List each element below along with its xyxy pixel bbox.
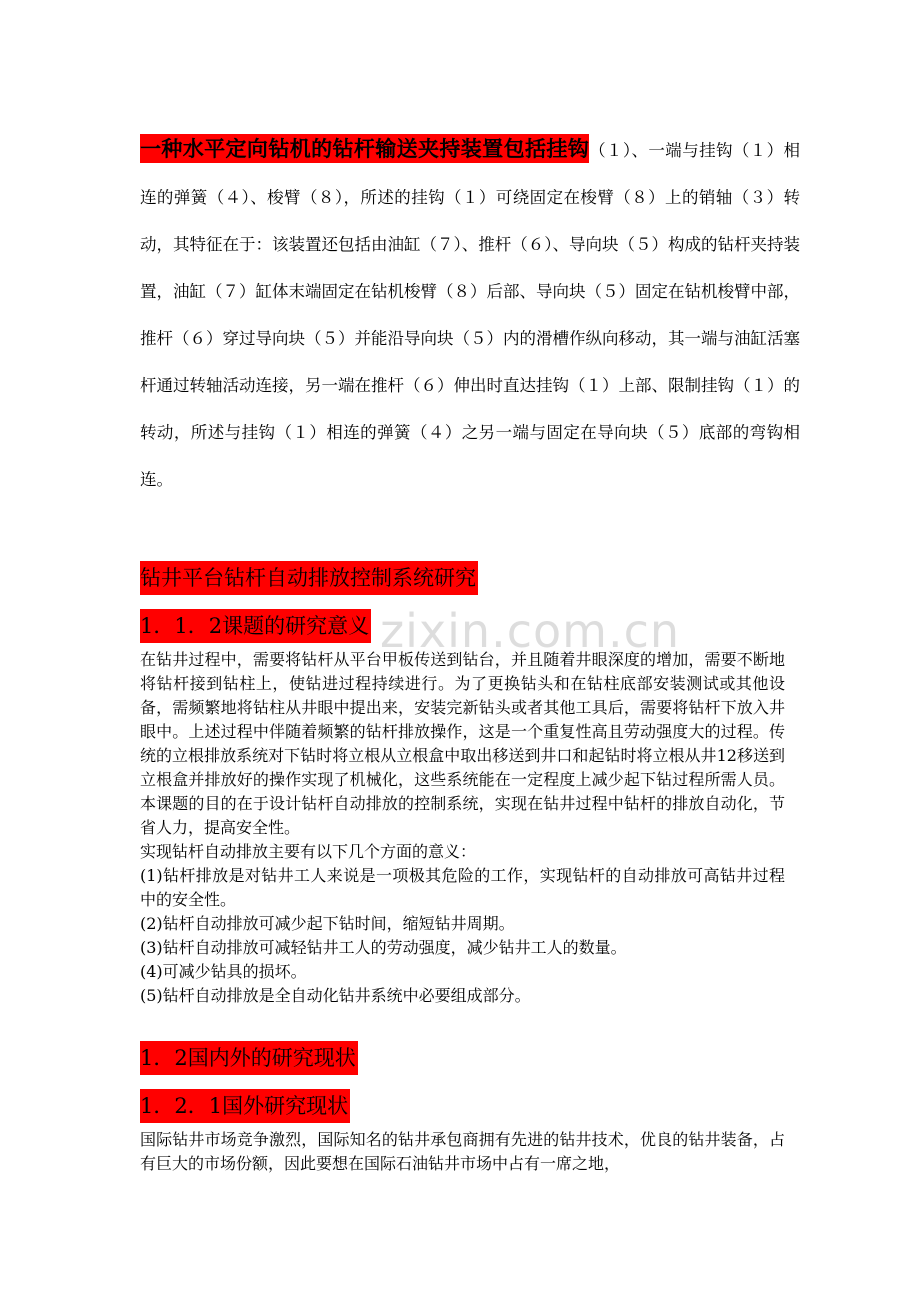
- intro-highlight: 一种水平定向钻机的钻杆输送夹持装置包括挂钩: [140, 136, 590, 161]
- heading-research-status: 1．2国内外的研究现状: [140, 1041, 358, 1075]
- list-item: (4)可减少钻具的损坏。: [140, 962, 307, 981]
- list-item: (5)钻杆自动排放是全自动化钻井系统中必要组成部分。: [140, 986, 531, 1005]
- list-item: (3)钻杆自动排放可减轻钻井工人的劳动强度，减少钻井工人的数量。: [140, 938, 627, 957]
- heading-main-title: 钻井平台钻杆自动排放控制系统研究: [140, 561, 478, 595]
- paragraph: 在钻井过程中，需要将钻杆从平台甲板传送到钻台，并且随着井眼深度的增加，需要不断地将钻杆接到钻柱上，使钻进过程持续进行。为了更换钻头和在钻柱底部安装测试或其他设备，需频繁地将钻柱从井眼中提出来，安装完新钻头或者其他工具后，需要将钻杆下放入井眼中。上述过程中伴随着频繁的钻杆排放操作，这是一个重复性高且劳动强度大的过程。传统的立根排放系统对下钻时将立根从立根盒中取出移送到井口和起钻时将立根从井12移送到立根盒并排放好的操作实现了机械化，这些系统能在一定程度上减少起下钻过程所需人员。本课题的目的在于设计钻杆自动排放的控制系统，实现在钻井过程中钻杆的排放自动化，节省人力，提高安全性。: [140, 650, 785, 837]
- list-item: (1)钻杆排放是对钻井工人来说是一项极其危险的工作，实现钻杆的自动排放可高钻井过程中的安全性。: [140, 866, 785, 909]
- paragraph: 实现钻杆自动排放主要有以下几个方面的意义：: [140, 842, 477, 861]
- heading-research-significance: 1．1．2课题的研究意义: [140, 609, 371, 643]
- paragraph: 国际钻井市场竞争激烈，国际知名的钻井承包商拥有先进的钻井技术，优良的钻井装备，占有巨大的市场份额，因此要想在国际石油钻井市场中占有一席之地，: [140, 1130, 785, 1173]
- heading-foreign-status: 1．2．1国外研究现状: [140, 1089, 350, 1123]
- section-foreign-body: [140, 1128, 785, 1176]
- list-item: (2)钻杆自动排放可减少起下钻时间，缩短钻井周期。: [140, 914, 515, 933]
- intro-paragraph: [140, 125, 800, 503]
- intro-text: （１）、一端与挂钩（１）相连的弹簧（４）、梭臂（８），所述的挂钩（１）可绕固定在梭臂（８）上的销轴（３）转动，其特征在于：该装置还包括由油缸（７）、推杆（６）、导向块（５）构成的钻杆夹持装置，油缸（７）缸体末端固定在钻机梭臂（８）后部、导向块（５）固定在钻机梭臂中部，推杆（６）穿过导向块（５）并能沿导向块（５）内的滑槽作纵向移动，其一端与油缸活塞杆通过转轴活动连接，另一端在推杆（６）伸出时直达挂钩（１）上部、限制挂钩（１）的转动，所述与挂钩（１）相连的弹簧（４）之另一端与固定在导向块（５）底部的弯钩相连。: [140, 141, 801, 489]
- section-significance-body: [140, 648, 785, 1008]
- watermark: zixin.com.cn: [380, 604, 681, 658]
